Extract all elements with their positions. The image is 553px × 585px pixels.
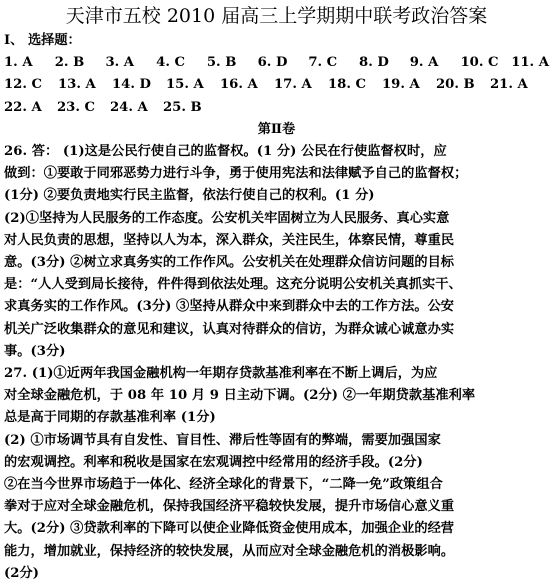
answers-row-2 <box>4 74 549 96</box>
answer-item: 2. B <box>54 55 85 71</box>
answer-body <box>4 141 549 585</box>
answer-item: 4. C <box>156 55 186 71</box>
section-heading-volume-2: 第Ⅱ卷 <box>257 121 296 137</box>
text-line: (1分) ②要负责地实行民主监督，依法行使自己的权利。(1 分) <box>4 188 375 204</box>
text-line: 对全球金融危机，于 08 年 10 月 9 日主动下调。(2分) ②一年期贷款基准利率 <box>4 388 476 404</box>
text-line: 事。(3分) <box>4 343 66 359</box>
answer-item: 17. A <box>274 77 312 93</box>
answer-item: 21. A <box>490 77 528 93</box>
answer-item: 23. C <box>57 99 96 115</box>
text-line: 总是高于同期的存款基准利率 (1分) <box>4 410 216 426</box>
answer-item: 15. A <box>166 77 204 93</box>
text-line: (2) ①市场调节具有自发性、盲目性、滞后性等固有的弊端，需要加强国家 <box>4 432 441 448</box>
answer-item: 12. C <box>4 77 43 93</box>
answer-item: 10. C <box>460 55 499 71</box>
text-line: (2)①坚持为人民服务的工作态度。公安机关牢固树立为人民服务、真心实意 <box>4 210 450 226</box>
text-line: 机关广泛收集群众的意见和建议，认真对待群众的信访，为群众诚心诚意办实 <box>4 321 455 337</box>
document-title: 天津市五校 2010 届高三上学期期中联考政治答案 <box>65 5 488 27</box>
answer-item: 20. B <box>436 77 475 93</box>
text-line: (2分) <box>4 565 40 581</box>
text-line: 是：“人人受到局长接待，件件得到依法处理。这充分说明公安机关真抓实干、 <box>4 277 462 293</box>
answer-item: 8. D <box>359 55 389 71</box>
answer-item: 7. C <box>308 55 338 71</box>
answers-row-1 <box>4 52 549 74</box>
answer-item: 19. A <box>382 77 420 93</box>
answer-item: 5. B <box>206 55 237 71</box>
text-line: 意。(3分) ②树立求真务实的工作作风。公安机关在处理群众信访问题的目标 <box>4 255 455 271</box>
text-line: 26. 答： (1)这是公民行使自己的监督权。(1 分) 公民在行使监督权时，应 <box>4 144 447 160</box>
text-line: 的宏观调控。利率和税收是国家在宏观调控中经常用的经济手段。(2分) <box>4 454 423 470</box>
text-line: 对人民负责的思想，坚持以人为本，深入群众，关注民生，体察民情，尊重民 <box>4 232 455 248</box>
answer-item: 13. A <box>58 77 96 93</box>
text-line: 做到：①要敢于同邪恶势力进行斗争，勇于使用宪法和法律赋予自己的监督权； <box>4 166 468 182</box>
answer-item: 18. C <box>328 77 367 93</box>
section-heading-choice: Ⅰ、 选择题： <box>4 33 81 48</box>
answer-item: 3. A <box>105 55 135 71</box>
text-line: 求真务实的工作作风。(3分) ③坚持从群众中来到群众中去的工作方法。公安 <box>4 299 455 315</box>
answer-item: 24. A <box>110 99 148 115</box>
answers-row-3 <box>4 97 549 119</box>
text-line: 拳对于应对全球金融危机，保持我国经济平稳较快发展，提升市场信心意义重 <box>4 499 455 515</box>
answer-item: 14. D <box>112 77 151 93</box>
answer-item: 25. B <box>163 99 202 115</box>
answer-item: 22. A <box>4 99 42 115</box>
text-line: ②在当今世界市场趋于一体化、经济全球化的背景下，“二降一免”政策组合 <box>4 477 443 493</box>
text-line: 大。(2分) ③贷款利率的下降可以使企业降低资金使用成本，加强企业的经营 <box>4 521 455 537</box>
answer-item: 11. A <box>511 55 549 71</box>
answer-item: 9. A <box>409 55 439 71</box>
text-line: 27. (1)①近两年我国金融机构一年期存贷款基准利率在不断上调后，为应 <box>4 366 438 382</box>
text-line: 能力，增加就业，保持经济的较快发展，从而应对全球金融危机的消极影响。 <box>4 543 455 559</box>
answer-item: 6. D <box>257 55 288 71</box>
answer-item: 16. A <box>220 77 258 93</box>
answer-item: 1. A <box>4 55 33 71</box>
